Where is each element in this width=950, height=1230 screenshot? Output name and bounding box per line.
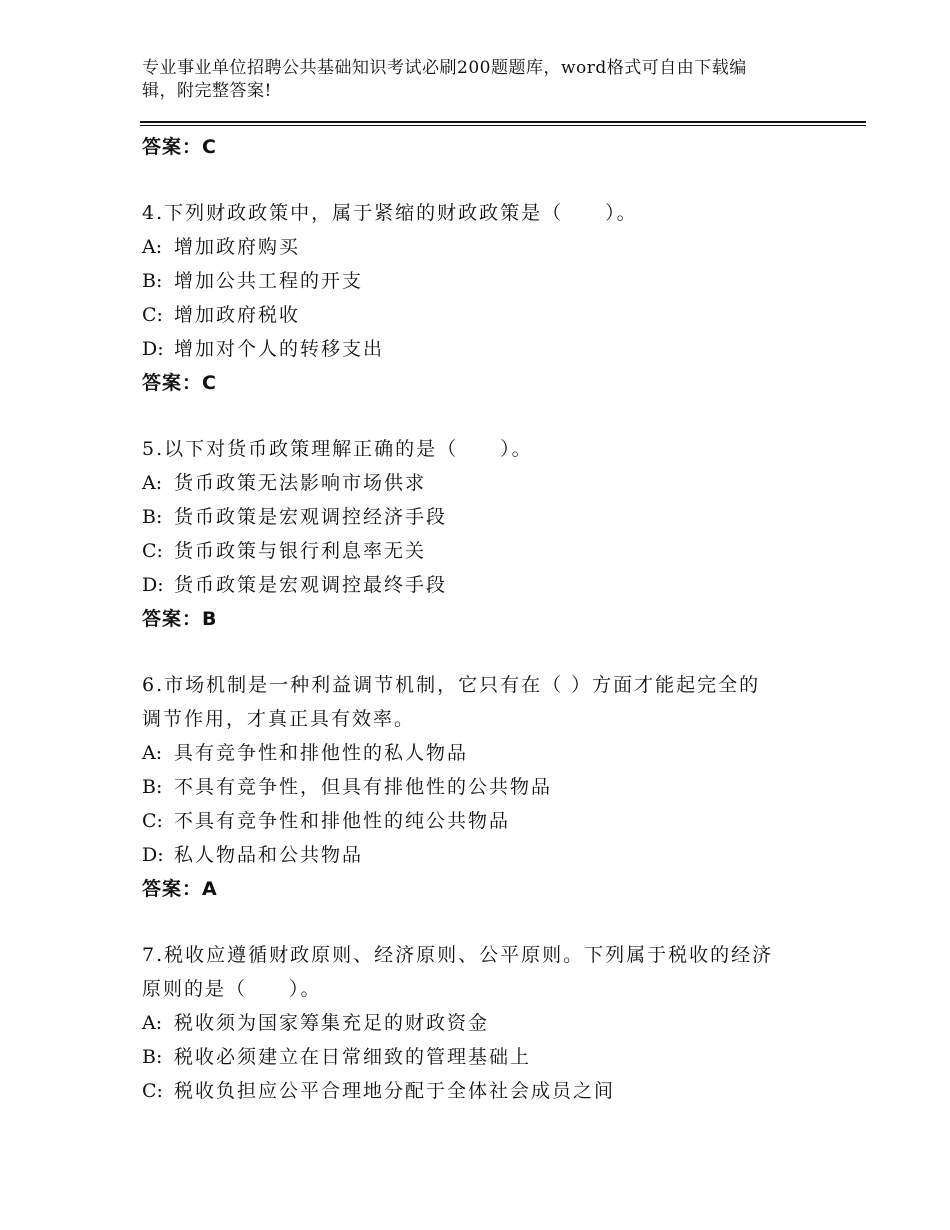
question-text: 6.市场机制是一种利益调节机制，它只有在（ ）方面才能起完全的 xyxy=(142,674,761,696)
option-letter: A: xyxy=(142,236,163,258)
option-text: 增加对个人的转移支出 xyxy=(174,338,385,360)
option-text: 税收须为国家筹集充足的财政资金 xyxy=(174,1012,490,1034)
option-letter: C: xyxy=(142,810,163,832)
option-text: 具有竞争性和排他性的私人物品 xyxy=(174,742,469,764)
option-letter: D: xyxy=(142,844,164,866)
option-letter: A: xyxy=(142,742,163,764)
option-d xyxy=(142,332,842,366)
option-a xyxy=(142,1006,842,1040)
option-text: 增加政府购买 xyxy=(174,236,301,258)
question-text: 原则的是（ ）。 xyxy=(142,978,322,1000)
option-c xyxy=(142,1074,842,1108)
option-a xyxy=(142,466,842,500)
option-letter: A: xyxy=(142,472,163,494)
option-text: 增加政府税收 xyxy=(174,304,301,326)
option-letter: B: xyxy=(142,776,163,798)
question-block-7 xyxy=(142,938,842,1108)
option-b xyxy=(142,500,842,534)
header-line-2: 辑，附完整答案! xyxy=(142,81,272,101)
option-text: 增加公共工程的开支 xyxy=(174,270,364,292)
option-c xyxy=(142,534,842,568)
question-text: 7.税收应遵循财政原则、经济原则、公平原则。下列属于税收的经济 xyxy=(142,944,774,966)
option-a xyxy=(142,230,842,264)
option-letter: C: xyxy=(142,304,163,326)
option-text: 不具有竞争性和排他性的纯公共物品 xyxy=(174,810,511,832)
option-letter: C: xyxy=(142,540,163,562)
option-text: 货币政策与银行利息率无关 xyxy=(174,540,427,562)
option-a xyxy=(142,736,842,770)
option-letter: A: xyxy=(142,1012,163,1034)
question-text: 5.以下对货币政策理解正确的是（ ）。 xyxy=(142,438,533,460)
option-b xyxy=(142,770,842,804)
answer-line: 答案：B xyxy=(142,608,218,630)
option-b xyxy=(142,264,842,298)
header-rule-thick xyxy=(140,121,866,123)
answer-line: 答案：C xyxy=(142,372,217,394)
option-letter: D: xyxy=(142,338,164,360)
question-text: 调节作用，才真正具有效率。 xyxy=(142,708,416,730)
option-letter: B: xyxy=(142,506,163,528)
option-d xyxy=(142,568,842,602)
question-block-6 xyxy=(142,668,842,906)
option-letter: C: xyxy=(142,1080,163,1102)
question-text: 4.下列财政政策中，属于紧缩的财政政策是（ ）。 xyxy=(142,202,638,224)
option-letter: D: xyxy=(142,574,164,596)
option-text: 税收负担应公平合理地分配于全体社会成员之间 xyxy=(174,1080,616,1102)
header-line-1: 专业事业单位招聘公共基础知识考试必刷200题题库，word格式可自由下载编 xyxy=(142,58,747,78)
answer-line: 答案：A xyxy=(142,878,218,900)
question-block-5 xyxy=(142,432,842,636)
option-c xyxy=(142,298,842,332)
question-list xyxy=(142,130,842,1108)
option-text: 税收必须建立在日常细致的管理基础上 xyxy=(174,1046,532,1068)
option-d xyxy=(142,838,842,872)
option-letter: B: xyxy=(142,1046,163,1068)
option-c xyxy=(142,804,842,838)
answer-line: 答案：C xyxy=(142,136,217,158)
option-b xyxy=(142,1040,842,1074)
option-text: 货币政策是宏观调控经济手段 xyxy=(174,506,448,528)
option-text: 货币政策无法影响市场供求 xyxy=(174,472,427,494)
option-text: 私人物品和公共物品 xyxy=(174,844,364,866)
option-text: 货币政策是宏观调控最终手段 xyxy=(174,574,448,596)
page-header xyxy=(142,57,792,103)
option-letter: B: xyxy=(142,270,163,292)
question-block-4 xyxy=(142,196,842,400)
option-text: 不具有竞争性，但具有排他性的公共物品 xyxy=(174,776,553,798)
header-rule-thin xyxy=(140,125,866,126)
